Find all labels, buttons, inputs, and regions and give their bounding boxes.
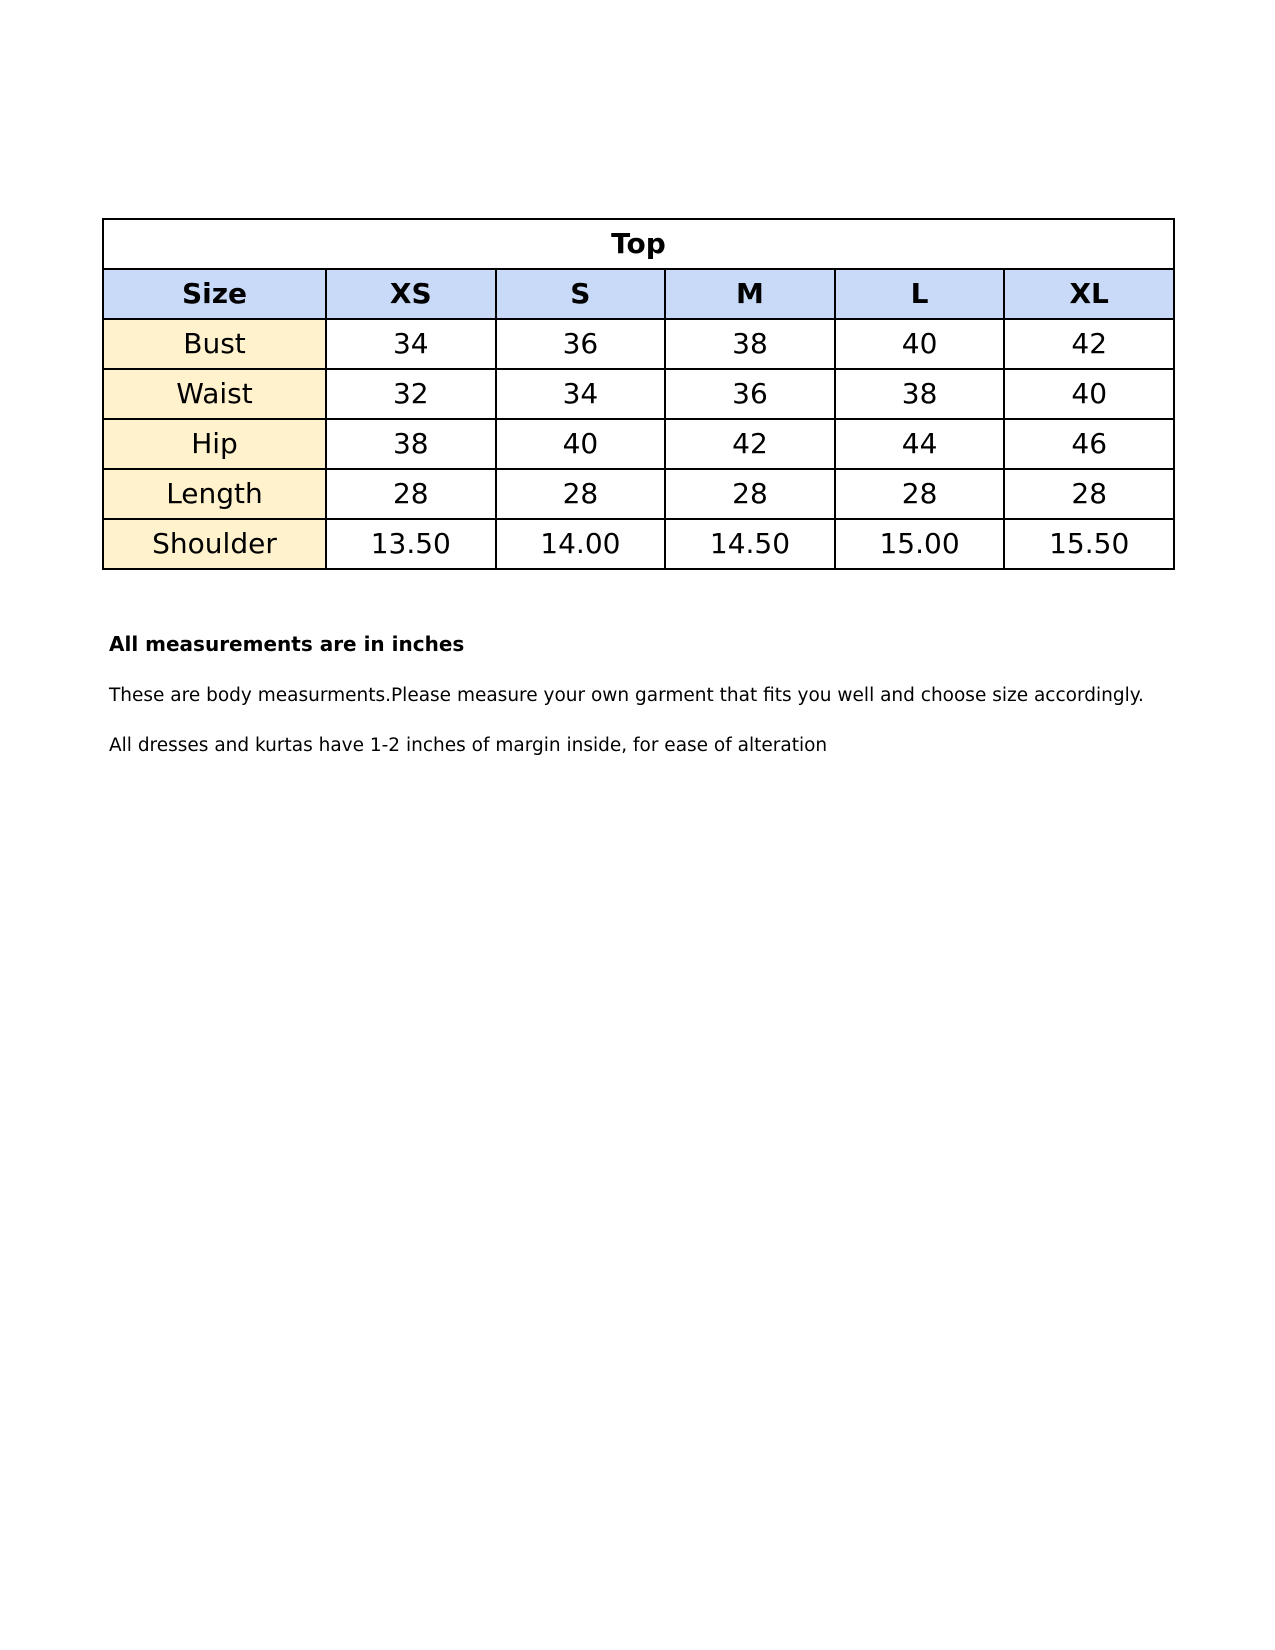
table-cell: 38 xyxy=(835,369,1005,419)
row-label: Bust xyxy=(103,319,326,369)
table-row xyxy=(103,319,1174,369)
table-cell: 34 xyxy=(326,319,496,369)
row-label: Waist xyxy=(103,369,326,419)
table-cell: 40 xyxy=(835,319,1005,369)
size-chart-table xyxy=(102,218,1175,570)
row-label: Shoulder xyxy=(103,519,326,569)
row-label: Hip xyxy=(103,419,326,469)
size-header-xl: XL xyxy=(1004,269,1174,319)
size-header-s: S xyxy=(496,269,666,319)
row-label: Length xyxy=(103,469,326,519)
size-header-l: L xyxy=(835,269,1005,319)
table-cell: 28 xyxy=(1004,469,1174,519)
table-cell: 14.00 xyxy=(496,519,666,569)
table-cell: 34 xyxy=(496,369,666,419)
table-cell: 42 xyxy=(1004,319,1174,369)
table-cell: 36 xyxy=(496,319,666,369)
notes-section xyxy=(109,628,1189,761)
table-cell: 38 xyxy=(665,319,835,369)
table-cell: 36 xyxy=(665,369,835,419)
size-header-label: Size xyxy=(103,269,326,319)
table-cell: 28 xyxy=(496,469,666,519)
table-row xyxy=(103,419,1174,469)
table-cell: 28 xyxy=(665,469,835,519)
table-cell: 46 xyxy=(1004,419,1174,469)
table-cell: 14.50 xyxy=(665,519,835,569)
size-header-m: M xyxy=(665,269,835,319)
body-measurements-note: These are body measurments.Please measure your own garment that fits you well and choose size accordingly. xyxy=(109,685,1144,706)
size-header-row xyxy=(103,269,1174,319)
table-title-row xyxy=(103,219,1174,269)
table-cell: 42 xyxy=(665,419,835,469)
size-header-xs: XS xyxy=(326,269,496,319)
table-cell: 40 xyxy=(496,419,666,469)
table-title: Top xyxy=(103,219,1174,269)
table-cell: 38 xyxy=(326,419,496,469)
table-cell: 15.00 xyxy=(835,519,1005,569)
table-row xyxy=(103,469,1174,519)
table-cell: 28 xyxy=(835,469,1005,519)
table-cell: 32 xyxy=(326,369,496,419)
table-row xyxy=(103,369,1174,419)
table-row xyxy=(103,519,1174,569)
margin-note: All dresses and kurtas have 1-2 inches of margin inside, for ease of alteration xyxy=(109,735,828,756)
table-cell: 44 xyxy=(835,419,1005,469)
table-cell: 13.50 xyxy=(326,519,496,569)
units-note: All measurements are in inches xyxy=(109,632,465,656)
table-cell: 28 xyxy=(326,469,496,519)
table-cell: 40 xyxy=(1004,369,1174,419)
table-cell: 15.50 xyxy=(1004,519,1174,569)
